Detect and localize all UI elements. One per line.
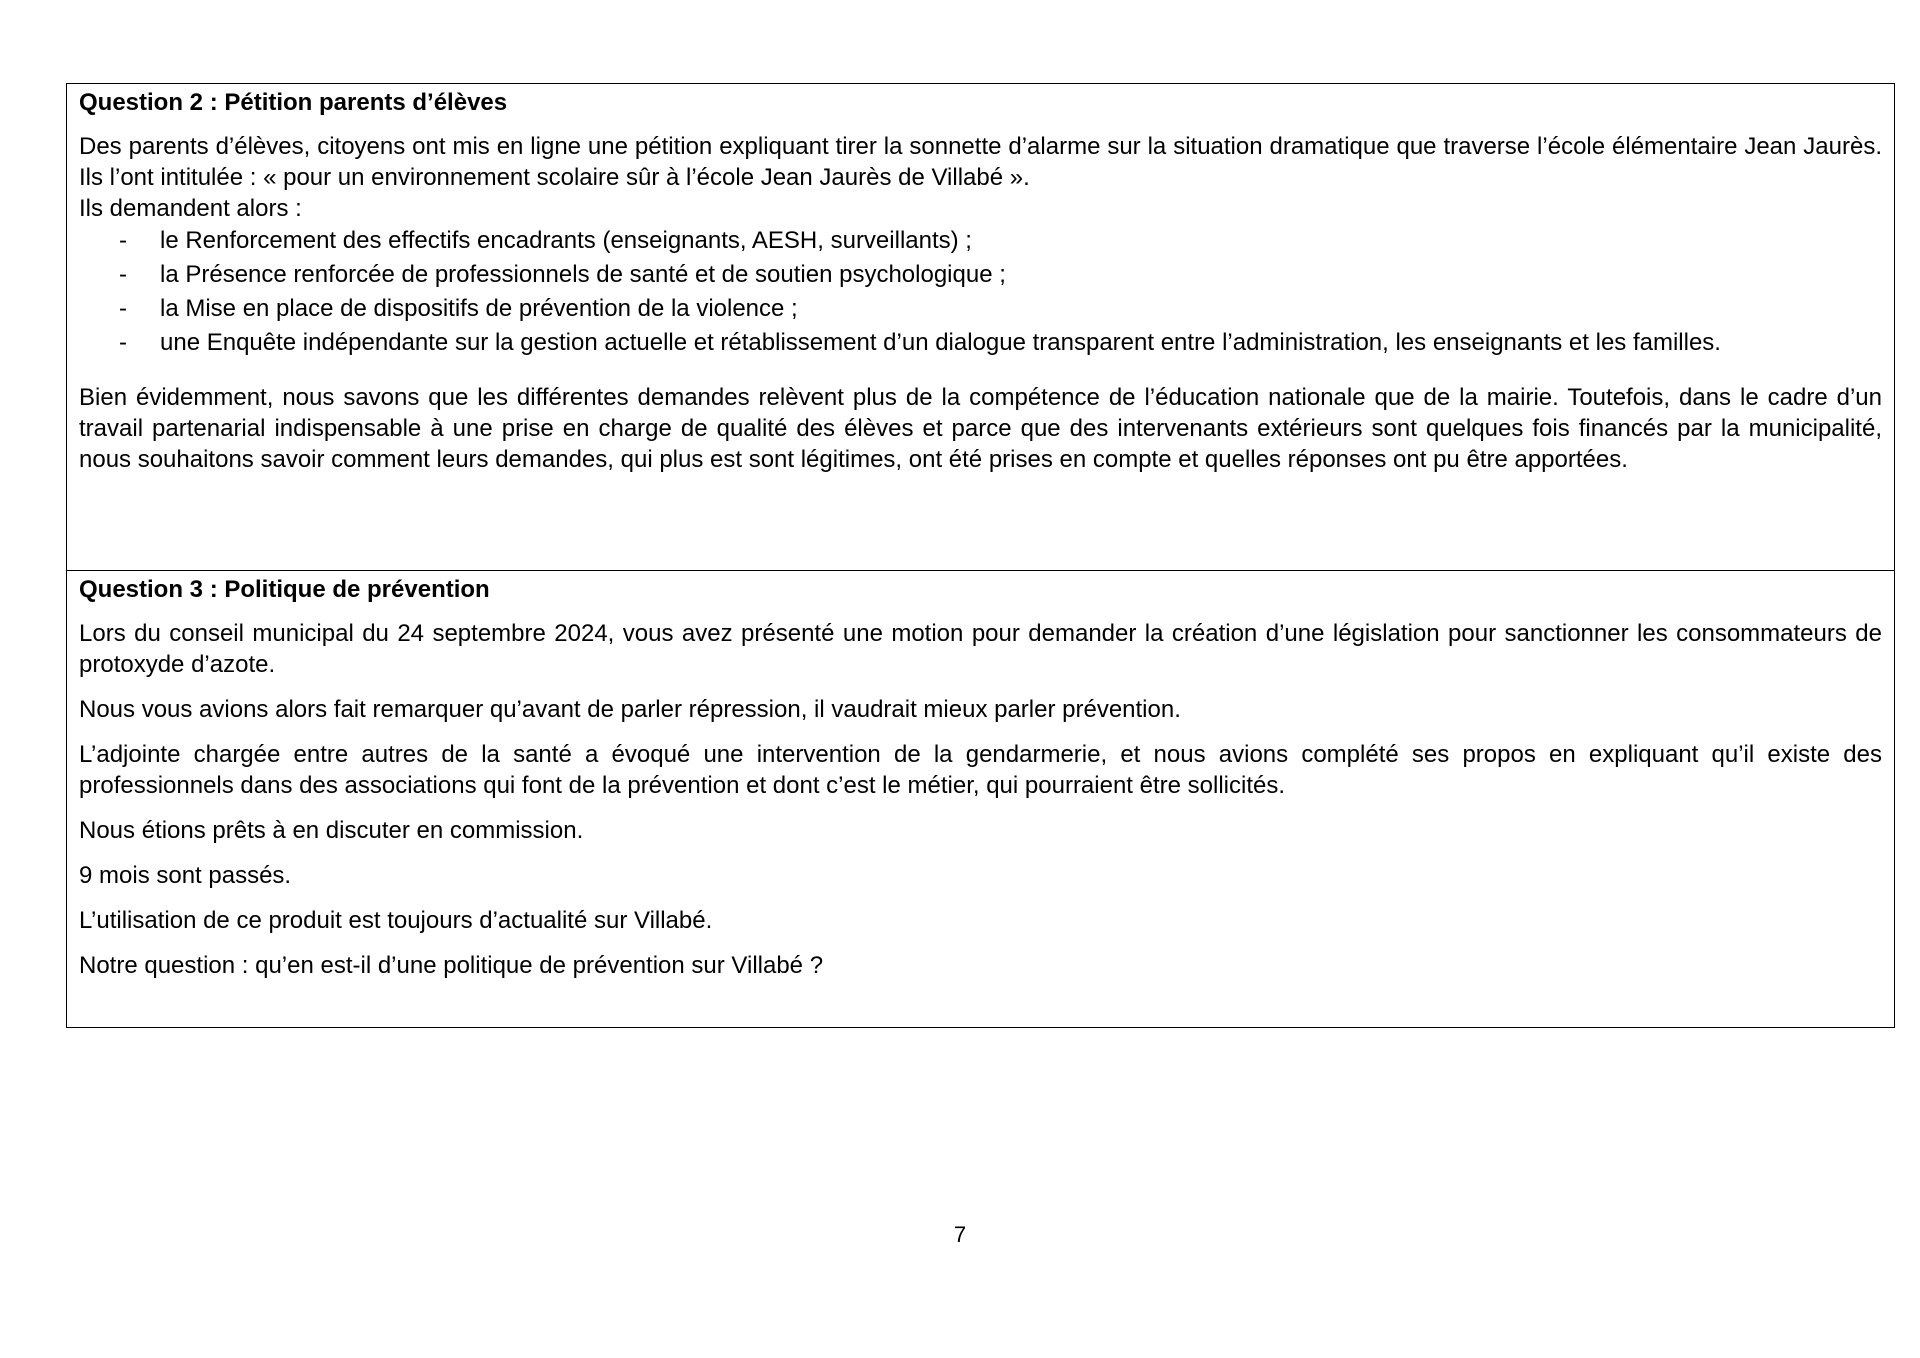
bullet-dash: - bbox=[119, 261, 127, 288]
list-item bbox=[79, 292, 1882, 326]
demands-list bbox=[79, 224, 1882, 360]
demand-text: le Renforcement des effectifs encadrants (enseignants, AESH, surveillants) ; bbox=[160, 227, 972, 254]
question-3-question: Notre question : qu’en est-il d’une politique de prévention sur Villabé ? bbox=[79, 952, 824, 979]
question-3-paragraph: Nous étions prêts à en discuter en commission. bbox=[79, 817, 584, 844]
page-number: 7 bbox=[953, 1222, 967, 1247]
question-2-intro: Des parents d’élèves, citoyens ont mis en ligne une pétition expliquant tirer la sonnette d’alarme sur la situation dramatique que traverse l’école élémentaire Jean Jaurès. Ils l’ont intitulée : « pour un environnement scolaire sûr à l’école Jean Jaurès de Villabé ». bbox=[79, 133, 1882, 191]
question-3-paragraph: Nous vous avions alors fait remarquer qu’avant de parler répression, il vaudrait mieux parler prévention. bbox=[79, 696, 1181, 723]
question-3-paragraph: Lors du conseil municipal du 24 septembre 2024, vous avez présenté une motion pour demander la création d’une législation pour sanctionner les consommateurs de protoxyde d’azote. bbox=[79, 620, 1882, 678]
demand-text: une Enquête indépendante sur la gestion actuelle et rétablissement d’un dialogue transparent entre l’administration, les enseignants et les familles. bbox=[160, 329, 1721, 356]
list-item bbox=[79, 224, 1882, 258]
bullet-dash: - bbox=[119, 295, 127, 322]
question-3-paragraph: L’adjointe chargée entre autres de la santé a évoqué une intervention de la gendarmerie, et nous avions complété ses propos en expliquant qu’il existe des professionnels dans des associations qui font de la prévention et dont c’est le métier, qui pourraient être sollicités. bbox=[79, 741, 1882, 799]
question-2-cell bbox=[67, 84, 1894, 570]
list-item bbox=[79, 326, 1882, 360]
question-2-conclusion: Bien évidemment, nous savons que les différentes demandes relèvent plus de la compétence de l’éducation nationale que de la mairie. Toutefois, dans le cadre d’un travail partenarial indispensable à une prise en charge de qualité des élèves et parce que des intervenants extérieurs sont quelques fois financés par la municipalité, nous souhaitons savoir comment leurs demandes, qui plus est sont légitimes, ont été prises en compte et quelles réponses ont pu être apportées. bbox=[79, 384, 1882, 473]
question-2-lead: Ils demandent alors : bbox=[79, 195, 302, 222]
question-3-cell bbox=[67, 570, 1894, 1027]
bullet-dash: - bbox=[119, 329, 127, 356]
demand-text: la Mise en place de dispositifs de prévention de la violence ; bbox=[160, 295, 798, 322]
demand-text: la Présence renforcée de professionnels de santé et de soutien psychologique ; bbox=[160, 261, 1006, 288]
bullet-dash: - bbox=[119, 227, 127, 254]
question-3-paragraph: 9 mois sont passés. bbox=[79, 862, 292, 889]
question-3-title: Question 3 : Politique de prévention bbox=[79, 576, 490, 603]
question-2-title: Question 2 : Pétition parents d’élèves bbox=[79, 89, 508, 116]
questions-table bbox=[66, 83, 1895, 1028]
question-3-paragraph: L’utilisation de ce produit est toujours d’actualité sur Villabé. bbox=[79, 907, 713, 934]
list-item bbox=[79, 258, 1882, 292]
